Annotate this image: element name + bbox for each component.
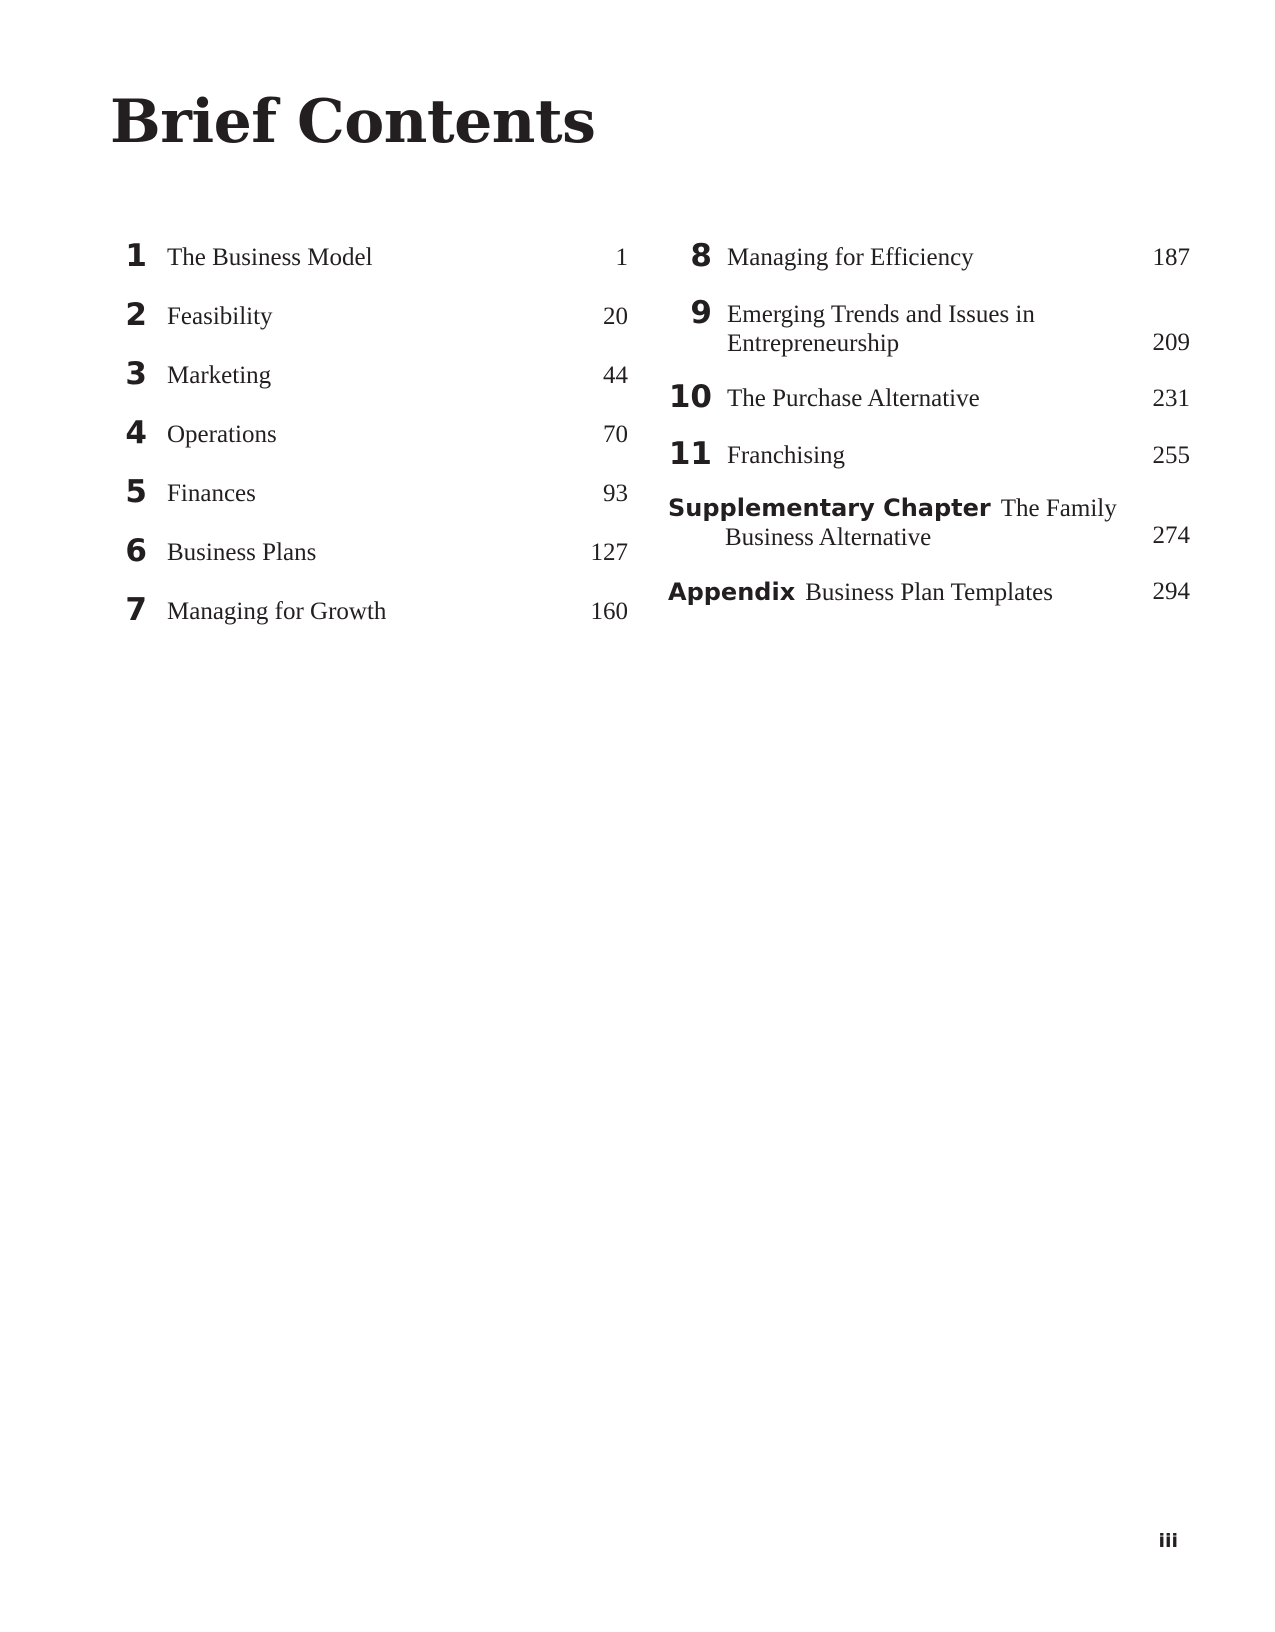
page-number: 294 bbox=[1152, 578, 1190, 605]
toc-entry-chapter-9[interactable] bbox=[668, 297, 1190, 381]
toc-entry-chapter-5[interactable] bbox=[120, 476, 628, 535]
chapter-number: 10 bbox=[668, 379, 712, 415]
page-folio: iii bbox=[1158, 1530, 1178, 1552]
chapter-number: 4 bbox=[125, 415, 147, 451]
chapter-title: The Business Model bbox=[167, 244, 373, 271]
chapter-title: Feasibility bbox=[167, 303, 273, 330]
toc-entry-chapter-3[interactable] bbox=[120, 358, 628, 417]
chapter-title-line-2: Entrepreneurship bbox=[727, 330, 900, 357]
page-number: 274 bbox=[1152, 522, 1190, 549]
chapter-number: 2 bbox=[125, 297, 147, 333]
toc-entry-chapter-10[interactable] bbox=[668, 381, 1190, 438]
chapter-title bbox=[712, 297, 1120, 359]
page-number: 127 bbox=[590, 539, 628, 566]
chapter-title: Managing for Growth bbox=[167, 598, 387, 625]
toc-entry-chapter-4[interactable] bbox=[120, 417, 628, 476]
toc-entry-chapter-6[interactable] bbox=[120, 535, 628, 594]
chapter-number: 6 bbox=[125, 533, 147, 569]
chapter-title: Marketing bbox=[167, 362, 272, 389]
supplementary-title-line-2: Business Alternative bbox=[725, 524, 932, 551]
page-number: 255 bbox=[1152, 442, 1190, 469]
chapter-title: The Purchase Alternative bbox=[727, 385, 980, 412]
chapter-number: 9 bbox=[690, 295, 712, 331]
page-number: 70 bbox=[603, 421, 628, 448]
page-number: 160 bbox=[590, 598, 628, 625]
chapter-number: 7 bbox=[125, 592, 147, 628]
chapter-title: Business Plans bbox=[167, 539, 317, 566]
chapter-number: 1 bbox=[125, 238, 147, 274]
page-number: 44 bbox=[603, 362, 628, 389]
chapter-title: Franchising bbox=[727, 442, 846, 469]
page-number: 187 bbox=[1152, 244, 1190, 271]
toc-entry-chapter-11[interactable] bbox=[668, 438, 1190, 495]
toc-entry-appendix[interactable] bbox=[668, 578, 1190, 618]
supplementary-label: Supplementary Chapter bbox=[668, 494, 991, 522]
chapter-number: 11 bbox=[668, 436, 712, 472]
chapter-title: Managing for Efficiency bbox=[727, 244, 974, 271]
page-number: 231 bbox=[1152, 385, 1190, 412]
chapter-title: Finances bbox=[167, 480, 256, 507]
toc-entry-chapter-7[interactable] bbox=[120, 594, 628, 653]
toc-right-column bbox=[668, 240, 1190, 618]
page-number: 20 bbox=[603, 303, 628, 330]
toc-entry-supplementary[interactable] bbox=[668, 494, 1190, 578]
page-number: 209 bbox=[1152, 329, 1190, 356]
page-title: Brief Contents bbox=[110, 87, 596, 157]
toc-left-column bbox=[120, 240, 628, 653]
chapter-title-line-1: Emerging Trends and Issues in bbox=[727, 301, 1035, 328]
toc-entry-chapter-1[interactable] bbox=[120, 240, 628, 299]
chapter-number: 8 bbox=[690, 238, 712, 274]
appendix-label: Appendix bbox=[668, 578, 796, 606]
page-number: 93 bbox=[603, 480, 628, 507]
toc-entry-chapter-2[interactable] bbox=[120, 299, 628, 358]
chapter-title: Operations bbox=[167, 421, 277, 448]
page-number: 1 bbox=[615, 244, 628, 271]
chapter-number: 3 bbox=[125, 356, 147, 392]
appendix-title: Business Plan Templates bbox=[805, 579, 1053, 606]
chapter-number: 5 bbox=[125, 474, 147, 510]
supplementary-title-line-1: The Family bbox=[1000, 495, 1117, 522]
toc-entry-chapter-8[interactable] bbox=[668, 240, 1190, 297]
